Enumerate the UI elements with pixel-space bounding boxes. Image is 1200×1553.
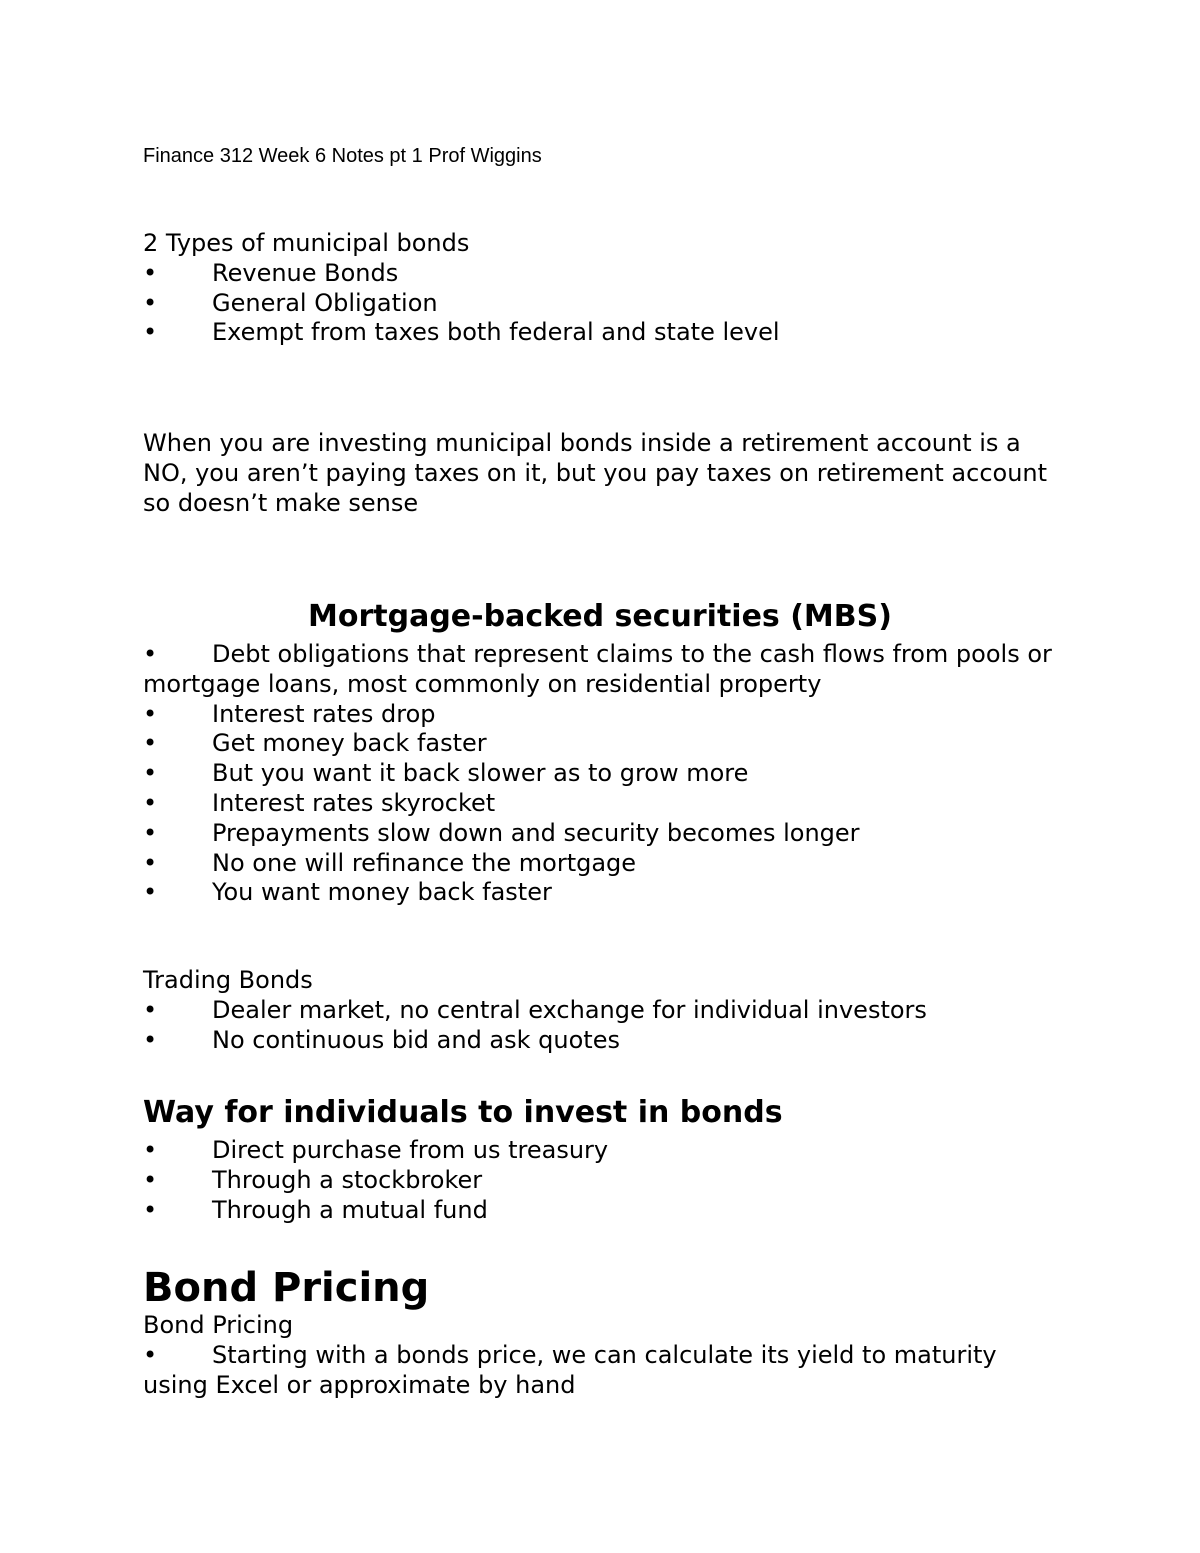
list-item xyxy=(143,1136,1063,1166)
list-item-text: Direct purchase from us treasury xyxy=(212,1136,609,1164)
bullet-marker: • xyxy=(143,818,158,847)
bullet-marker: • xyxy=(143,258,158,287)
list-item xyxy=(143,819,1058,849)
list-item-text: But you want it back slower as to grow more xyxy=(212,759,749,788)
list-item xyxy=(143,1196,1063,1226)
list-item-text: No continuous bid and ask quotes xyxy=(212,1025,620,1054)
list-item-text: Dealer market, no central exchange for individual investors xyxy=(212,995,927,1024)
retirement-note-paragraph: When you are investing municipal bonds inside a retirement account is a NO, you aren’t paying taxes on it, but you pay taxes on retirement account so doesn’t make sense xyxy=(143,429,1048,517)
list-item-text: Starting with a bonds price, we can calculate its yield to maturity using Excel or approximate by hand xyxy=(143,1340,997,1399)
bullet-marker: • xyxy=(143,995,158,1024)
list-item xyxy=(143,789,1058,819)
mbs-section xyxy=(143,640,1058,908)
list-item-text: General Obligation xyxy=(212,288,438,317)
bullet-marker: • xyxy=(143,878,158,907)
bullet-marker: • xyxy=(143,788,158,817)
list-item xyxy=(143,996,1063,1026)
list-item xyxy=(143,640,1058,700)
invest-section xyxy=(143,1136,1063,1225)
bullet-marker: • xyxy=(143,848,158,877)
municipal-bonds-section xyxy=(143,229,1063,348)
invest-heading: Way for individuals to invest in bonds xyxy=(143,1095,783,1130)
document-header: Finance 312 Week 6 Notes pt 1 Prof Wiggins xyxy=(143,145,542,167)
bond-pricing-heading: Bond Pricing xyxy=(143,1265,430,1311)
bullet-marker: • xyxy=(143,759,158,788)
list-item-text: Through a stockbroker xyxy=(212,1165,483,1194)
bullet-marker: • xyxy=(143,318,158,347)
list-item xyxy=(143,849,1058,879)
list-item-text: Revenue Bonds xyxy=(212,258,399,287)
list-item-text: Through a mutual fund xyxy=(212,1195,488,1224)
list-item-text: Debt obligations that represent claims to the cash flows from pools or mortgage loans, most commonly on residential property xyxy=(143,640,1052,698)
list-item xyxy=(143,1026,1063,1056)
bond-pricing-section xyxy=(143,1311,1058,1400)
list-item xyxy=(143,729,1058,759)
list-item xyxy=(143,878,1058,908)
list-item xyxy=(143,259,1063,289)
list-item xyxy=(143,1166,1063,1196)
trading-bonds-section xyxy=(143,966,1063,1055)
list-item-text: Prepayments slow down and security becomes longer xyxy=(212,818,860,847)
list-item xyxy=(143,318,1063,348)
bullet-marker: • xyxy=(143,1340,158,1369)
list-item xyxy=(143,759,1058,789)
list-item xyxy=(143,289,1063,319)
list-item-text: You want money back faster xyxy=(212,878,552,907)
list-item-text: Get money back faster xyxy=(212,729,487,758)
mbs-heading: Mortgage-backed securities (MBS) xyxy=(308,599,892,634)
municipal-bonds-title: 2 Types of municipal bonds xyxy=(143,229,470,257)
list-item-text: No one will refinance the mortgage xyxy=(212,848,637,877)
bullet-marker: • xyxy=(143,288,158,317)
bullet-marker: • xyxy=(143,699,158,728)
bullet-marker: • xyxy=(143,1165,158,1194)
bullet-marker: • xyxy=(143,640,158,668)
bullet-marker: • xyxy=(143,729,158,758)
bullet-marker: • xyxy=(143,1195,158,1224)
trading-bonds-title: Trading Bonds xyxy=(143,966,313,994)
list-item-text: Interest rates skyrocket xyxy=(212,788,496,817)
bond-pricing-subheading: Bond Pricing xyxy=(143,1311,294,1339)
list-item-text: Exempt from taxes both federal and state level xyxy=(212,318,780,347)
list-item xyxy=(143,700,1058,730)
bullet-marker: • xyxy=(143,1025,158,1054)
list-item-text: Interest rates drop xyxy=(212,699,436,728)
bullet-marker: • xyxy=(143,1136,158,1164)
list-item xyxy=(143,1341,1058,1401)
